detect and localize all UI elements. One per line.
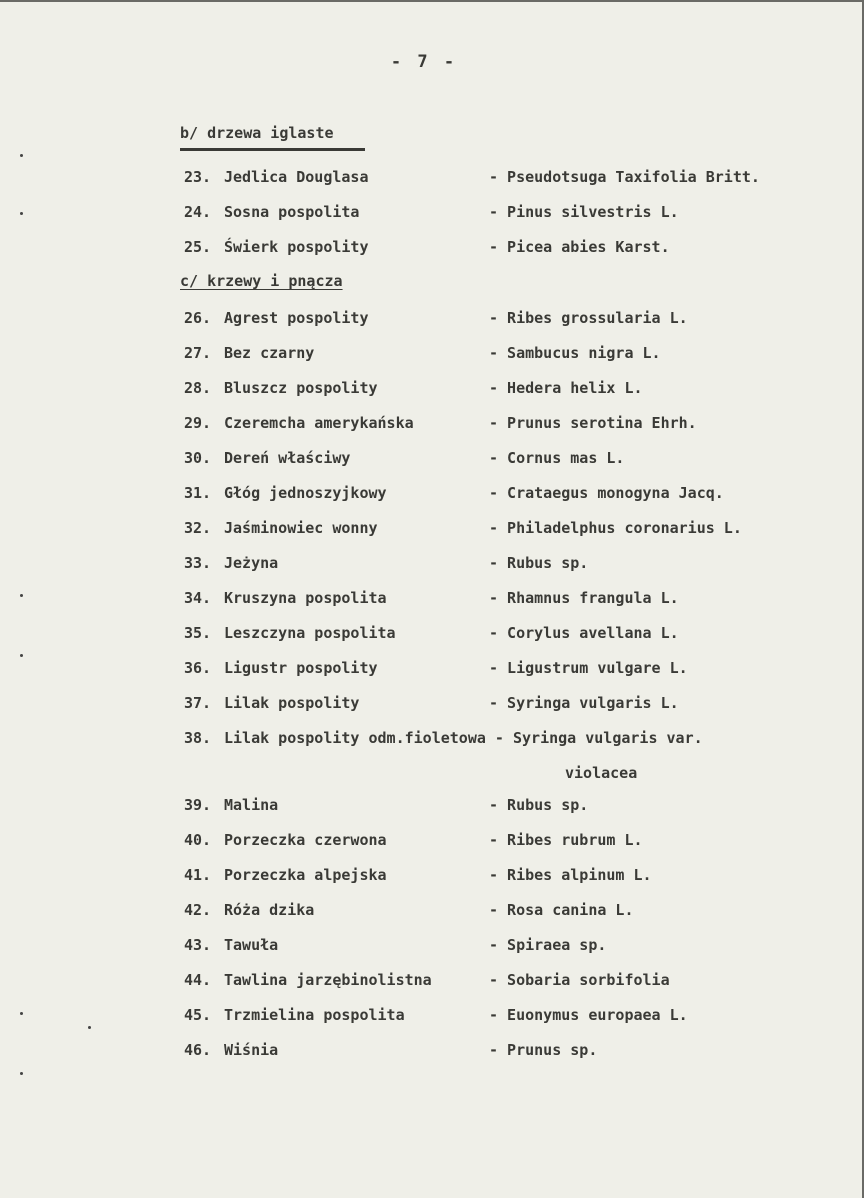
polish-name: Głóg jednoszyjkowy — [224, 484, 387, 502]
item-number: 39. — [184, 796, 212, 814]
polish-name: Sosna pospolita — [224, 203, 360, 221]
polish-name: Tawlina jarzębinolistna — [224, 971, 432, 989]
polish-name: Porzeczka czerwona — [224, 831, 387, 849]
list-item — [184, 831, 824, 853]
section-heading-conifers — [180, 124, 334, 142]
polish-name: Malina — [224, 796, 279, 814]
page-number: - 7 - — [390, 52, 458, 72]
latin-name: - Ribes rubrum L. — [489, 831, 643, 849]
list-item — [184, 589, 824, 611]
latin-name: - Syringa vulgaris L. — [489, 694, 679, 712]
heading-underline — [180, 148, 365, 151]
polish-name: Świerk pospolity — [224, 238, 369, 256]
latin-name: - Sobaria sorbifolia — [489, 971, 670, 989]
polish-name: Ligustr pospolity — [224, 659, 378, 677]
latin-name-continuation: violacea — [565, 764, 638, 782]
item-number: 27. — [184, 344, 212, 362]
scan-speck — [20, 1072, 23, 1075]
latin-name: - Cornus mas L. — [489, 449, 625, 467]
list-item — [184, 554, 824, 576]
polish-name: Leszczyna pospolita — [224, 624, 396, 642]
list-item — [184, 203, 824, 225]
latin-name: - Prunus sp. — [489, 1041, 598, 1059]
item-number: 44. — [184, 971, 212, 989]
list-item — [184, 344, 824, 366]
latin-name: - Spiraea sp. — [489, 936, 607, 954]
list-item — [184, 168, 824, 190]
latin-name: - Ribes alpinum L. — [489, 866, 652, 884]
latin-name: - Hedera helix L. — [489, 379, 643, 397]
item-number: 30. — [184, 449, 212, 467]
list-item — [184, 971, 824, 993]
latin-name: - Corylus avellana L. — [489, 624, 679, 642]
item-number: 37. — [184, 694, 212, 712]
list-item — [184, 936, 824, 958]
polish-name: Wiśnia — [224, 1041, 279, 1059]
latin-name: - Crataegus monogyna Jacq. — [489, 484, 724, 502]
list-item — [184, 238, 824, 260]
polish-name: Czeremcha amerykańska — [224, 414, 414, 432]
polish-name: Jaśminowiec wonny — [224, 519, 378, 537]
latin-name: - Sambucus nigra L. — [489, 344, 661, 362]
item-number: 36. — [184, 659, 212, 677]
scan-speck — [20, 212, 23, 215]
latin-name: - Pseudotsuga Taxifolia Britt. — [489, 168, 760, 186]
item-number: 25. — [184, 238, 212, 256]
item-number: 29. — [184, 414, 212, 432]
polish-name: Bez czarny — [224, 344, 315, 362]
polish-name: Jedlica Douglasa — [224, 168, 369, 186]
item-number: 41. — [184, 866, 212, 884]
scan-speck — [20, 154, 23, 157]
item-number: 23. — [184, 168, 212, 186]
item-number: 28. — [184, 379, 212, 397]
latin-name: - Ribes grossularia L. — [489, 309, 688, 327]
list-item — [184, 729, 824, 751]
list-item — [184, 414, 824, 436]
item-number: 40. — [184, 831, 212, 849]
polish-name: Róża dzika — [224, 901, 315, 919]
latin-name: - Philadelphus coronarius L. — [489, 519, 742, 537]
polish-name: Jeżyna — [224, 554, 279, 572]
item-number: 46. — [184, 1041, 212, 1059]
polish-name: Tawuła — [224, 936, 279, 954]
item-number: 32. — [184, 519, 212, 537]
list-item — [184, 796, 824, 818]
item-number: 31. — [184, 484, 212, 502]
scan-speck — [20, 654, 23, 657]
list-item — [184, 866, 824, 888]
latin-name: - Rubus sp. — [489, 554, 589, 572]
list-item — [184, 901, 824, 923]
latin-name: - Prunus serotina Ehrh. — [489, 414, 697, 432]
section-heading-text: b/ drzewa iglaste — [180, 124, 334, 142]
polish-name: Agrest pospolity — [224, 309, 369, 327]
list-item — [184, 519, 824, 541]
list-item — [184, 1041, 824, 1063]
section-heading-shrubs: c/ krzewy i pnącza — [180, 272, 343, 290]
latin-name: - Rhamnus frangula L. — [489, 589, 679, 607]
scan-speck — [20, 594, 23, 597]
item-number: 24. — [184, 203, 212, 221]
item-number: 34. — [184, 589, 212, 607]
polish-name: Dereń właściwy — [224, 449, 351, 467]
polish-name: Trzmielina pospolita — [224, 1006, 405, 1024]
item-number: 33. — [184, 554, 212, 572]
latin-name: - Rosa canina L. — [489, 901, 634, 919]
item-number: 43. — [184, 936, 212, 954]
latin-name: - Rubus sp. — [489, 796, 589, 814]
item-number: 45. — [184, 1006, 212, 1024]
polish-name: Lilak pospolity — [224, 694, 360, 712]
polish-name: Lilak pospolity odm.fioletowa - Syringa vulgaris var. — [224, 729, 703, 747]
item-number: 26. — [184, 309, 212, 327]
list-item — [184, 449, 824, 471]
latin-name: - Picea abies Karst. — [489, 238, 670, 256]
item-number: 38. — [184, 729, 212, 747]
polish-name: Porzeczka alpejska — [224, 866, 387, 884]
polish-name: Kruszyna pospolita — [224, 589, 387, 607]
list-item — [184, 309, 824, 331]
list-item — [184, 659, 824, 681]
latin-name: - Ligustrum vulgare L. — [489, 659, 688, 677]
polish-name: Bluszcz pospolity — [224, 379, 378, 397]
list-item — [184, 484, 824, 506]
list-item — [184, 624, 824, 646]
latin-name: - Pinus silvestris L. — [489, 203, 679, 221]
item-number: 35. — [184, 624, 212, 642]
latin-name: - Euonymus europaea L. — [489, 1006, 688, 1024]
list-item — [184, 379, 824, 401]
list-item — [184, 1006, 824, 1028]
scan-speck — [20, 1012, 23, 1015]
scan-speck — [88, 1026, 91, 1029]
item-number: 42. — [184, 901, 212, 919]
list-item — [184, 694, 824, 716]
